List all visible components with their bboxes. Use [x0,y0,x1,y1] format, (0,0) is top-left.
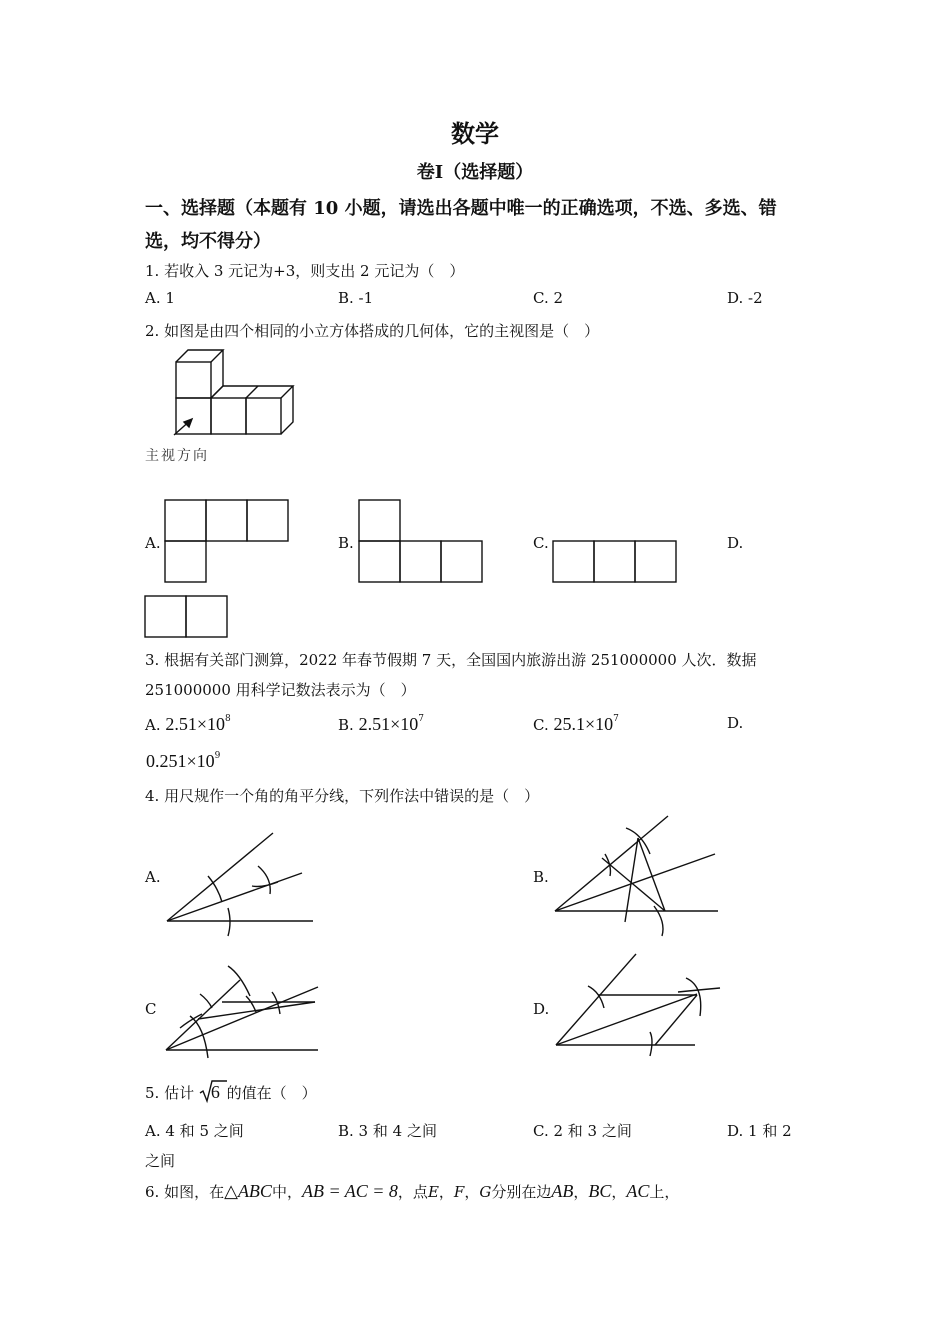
q5-radicand: 6 [210,1082,220,1102]
q6-sep2: ， [464,1183,480,1201]
q2-option-c-figure [552,540,680,584]
q1-option-b: B. -1 [338,289,374,307]
q4-option-a-figure [160,830,320,940]
q2-option-a-figure [164,499,292,583]
q2-option-d: D. [727,534,744,552]
q6-end: 上， [649,1183,680,1201]
q6-mid: 中， [271,1183,302,1201]
q5-option-d-wrap: 之间 [145,1152,176,1170]
q6-point-g: G [479,1183,492,1201]
q5-sqrt [199,1082,220,1103]
q6-side-bc: BC [588,1181,612,1201]
q3-option-c-exp: 7 [613,714,619,724]
section-heading-line1: 一、选择题（本题有 10 小题，请选出各题中唯一的正确选项，不选、多选、错 [145,198,777,219]
q4-option-c-figure [160,962,322,1062]
q6-side-ab: AB [551,1181,574,1201]
page-subtitle: 卷Ⅰ（选择题） [416,162,534,183]
q3-option-d [146,751,220,772]
q3-option-c-label: C. [533,716,549,734]
q6-sep1: ， [438,1183,454,1201]
q1-option-d: D. -2 [727,289,763,307]
q6-c1: ， [573,1183,589,1201]
view-direction-arrow [170,415,200,439]
page-title: 数学 [451,119,499,148]
q5-stem-post: 的值在（ ） [226,1084,317,1102]
q6-post1: ，点 [397,1183,428,1201]
q5-stem [145,1082,317,1103]
q5-stem-pre: 5. 估计 [145,1084,195,1102]
q3-option-d-label: D. [727,714,744,732]
q2-stem: 2. 如图是由四个相同的小立方体搭成的几何体，它的主视图是（ ） [145,322,600,340]
q2-option-a: A. [145,534,161,552]
q3-option-a-times: ×10 [196,714,226,734]
q5-option-a: A. 4 和 5 之间 [145,1122,244,1140]
q5-option-c: C. 2 和 3 之间 [533,1122,632,1140]
q3-option-b-exp: 7 [418,714,424,724]
q3-option-a-mantissa: 2.51 [165,714,197,734]
q3-option-b-label: B. [338,716,354,734]
q4-stem: 4. 用尺规作一个角的角平分线，下列作法中错误的是（ ） [145,787,540,805]
q5-option-b: B. 3 和 4 之间 [338,1122,437,1140]
q3-option-b [338,714,424,735]
q6-abc: ABC [237,1181,272,1201]
q4-option-d-figure [550,950,725,1050]
q3-option-d-times: ×10 [186,751,215,771]
q3-option-c-mantissa: 25.1 [553,714,585,734]
q2-figure-caption: 主视方向 [145,448,209,464]
q4-option-b: B. [533,868,549,886]
q5-option-d: D. 1 和 2 [727,1122,792,1140]
q1-stem: 1. 若收入 3 元记为+3，则支出 2 元记为（ ） [145,262,465,280]
q3-option-a-label: A. [145,716,161,734]
q3-option-c [533,714,619,735]
q6-equation: AB = AC = 8 [301,1181,398,1201]
q2-option-c: C. [533,534,549,552]
q2-option-b-figure [358,499,486,583]
q2-option-b: B. [338,534,354,552]
q6-c2: ， [611,1183,627,1201]
q4-option-c: C [145,1000,157,1018]
q1-option-c: C. 2 [533,289,564,307]
q3-option-a [145,714,231,735]
q6-pre: 6. 如图，在 [145,1183,225,1201]
q3-option-b-times: ×10 [390,714,419,734]
q1-option-a: A. 1 [145,289,175,307]
section-heading-line2: 选，均不得分） [145,231,271,252]
q2-option-d-figure [144,595,230,639]
q3-stem-line1: 3. 根据有关部门测算，2022 年春节假期 7 天，全国国内旅游出游 251000000 人次．数据 [145,651,757,669]
q6-post2: 分别在边 [491,1183,552,1201]
q3-option-d-mantissa: 0.251 [146,751,187,771]
q3-option-b-mantissa: 2.51 [358,714,391,734]
q3-option-a-exp: 8 [225,714,231,724]
q6-stem [145,1181,679,1202]
q4-option-d: D. [533,1000,550,1018]
q6-side-ac: AC [626,1181,650,1201]
q4-option-b-figure [550,812,725,940]
q3-option-d-exp: 9 [214,751,221,761]
q6-triangle: △ [224,1181,238,1201]
q3-option-c-times: ×10 [585,714,614,734]
q3-stem-line2: 251000000 用科学记数法表示为（ ） [145,681,416,699]
radical-sign-icon [199,1079,227,1103]
q4-option-a: A. [145,868,161,886]
q6-point-e: E [427,1183,439,1201]
q6-point-f: F [453,1183,465,1201]
